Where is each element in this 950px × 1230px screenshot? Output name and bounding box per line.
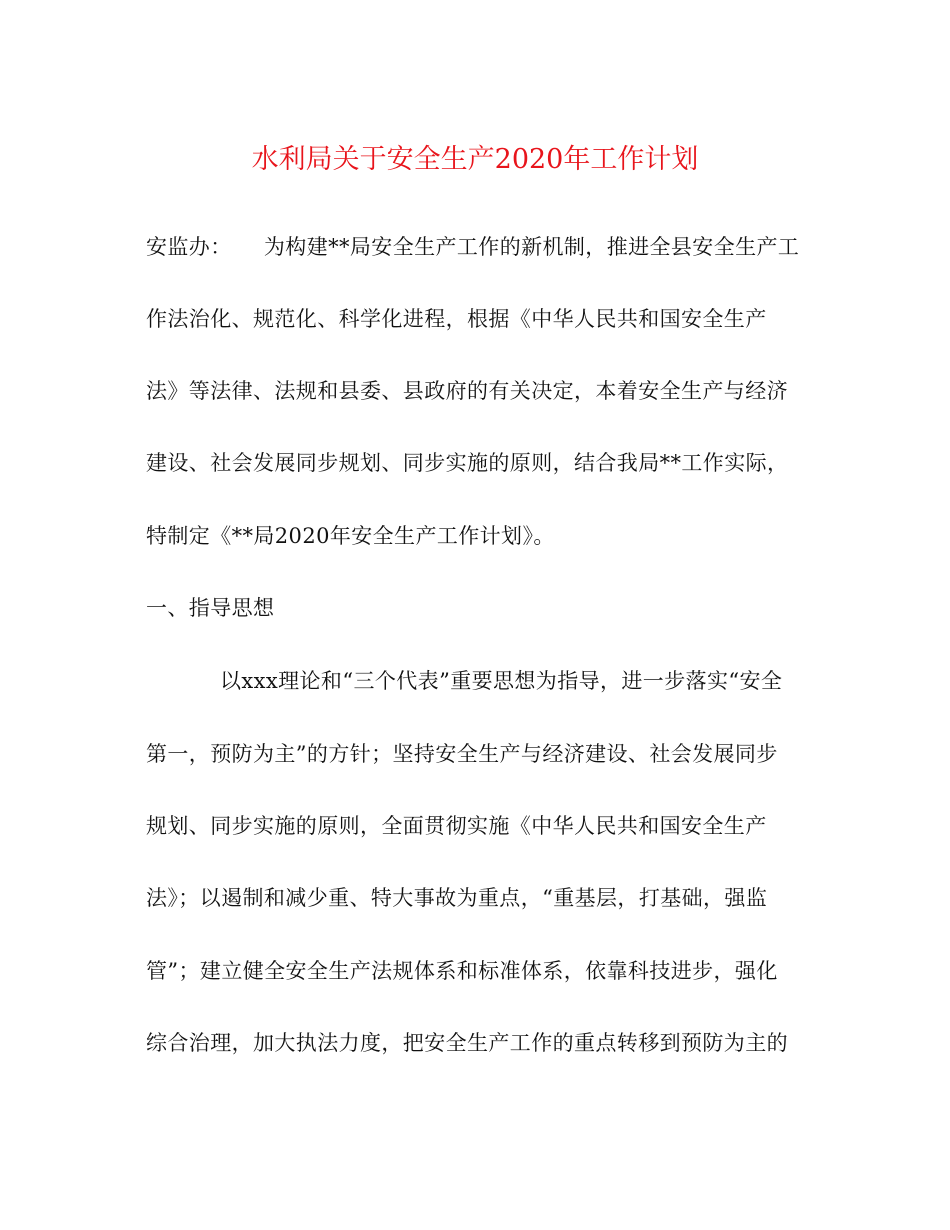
- body-line: 法》；以遏制和减少重、特大事故为重点，“重基层，打基础，强监: [146, 886, 768, 910]
- body-line: 第一，预防为主”的方针；坚持安全生产与经济建设、社会发展同步: [146, 742, 778, 766]
- body-line: 综合治理，加大执法力度，把安全生产工作的重点转移到预防为主的: [146, 1031, 788, 1055]
- body-line: 以xxx理论和“三个代表”重要思想为指导，进一步落实“安全: [220, 669, 783, 693]
- body-line: 安监办： 为构建**局安全生产工作的新机制，推进全县安全生产工: [146, 235, 800, 259]
- body-line: 管”；建立健全安全生产法规体系和标准体系，依靠科技进步，强化: [146, 959, 778, 983]
- section-heading: 一、指导思想: [146, 596, 275, 620]
- body-line: 规划、同步实施的原则，全面贯彻实施《中华人民共和国安全生产: [146, 814, 767, 838]
- body-line: 特制定《**局2020年安全生产工作计划》。: [146, 524, 555, 548]
- body-line: 作法治化、规范化、科学化进程，根据《中华人民共和国安全生产: [146, 307, 767, 331]
- document-title: 水利局关于安全生产2020年工作计划: [251, 144, 699, 175]
- body-line: 法》等法律、法规和县委、县政府的有关决定，本着安全生产与经济: [146, 379, 788, 403]
- body-line: 建设、社会发展同步规划、同步实施的原则，结合我局**工作实际，: [146, 451, 789, 475]
